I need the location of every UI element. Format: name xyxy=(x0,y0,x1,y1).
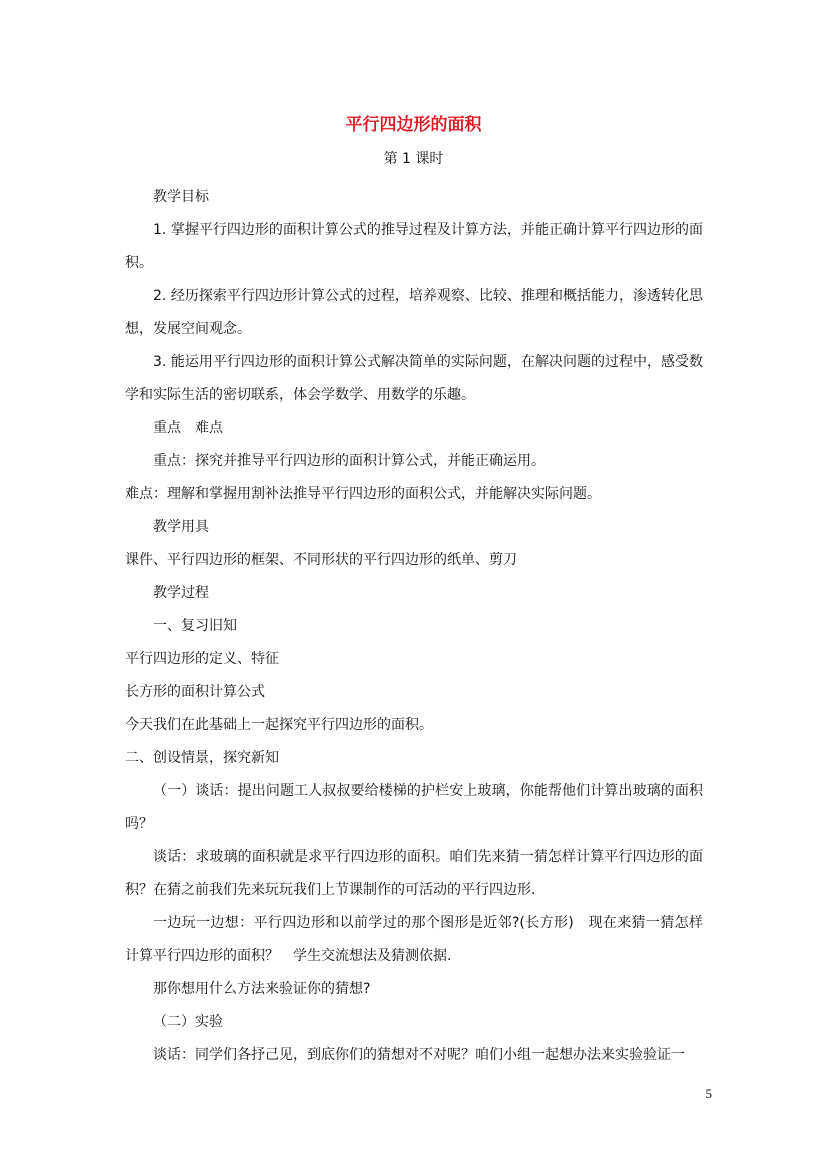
section-experiment: （二）实验 xyxy=(153,1014,223,1030)
page-number: 5 xyxy=(705,1086,712,1101)
play-and-think: 一边玩一边想：平行四边形和以前学过的那个图形是近邻?(长方形) 现在来猜一猜怎样计算平行四边形的面积？ 学生交流想法及猜测依据. xyxy=(125,915,703,964)
review-item-2: 长方形的面积计算公式 xyxy=(125,684,265,700)
lesson-subtitle: 第 1 课时 xyxy=(383,151,444,167)
talk-2: 谈话：求玻璃的面积就是求平行四边形的面积。咱们先来猜一猜怎样计算平行四边形的面积？在猜之前我们先来玩玩我们上节课制作的可活动的平行四边形. xyxy=(125,849,703,898)
goal-3: 3. 能运用平行四边形的面积计算公式解决简单的实际问题，在解决问题的过程中，感受数学和实际生活的密切联系，体会学数学、用数学的乐趣。 xyxy=(125,354,703,403)
goal-2: 2. 经历探索平行四边形计算公式的过程，培养观察、比较、推理和概括能力，渗透转化思想，发展空间观念。 xyxy=(125,288,703,337)
heading-key-difficult: 重点 难点 xyxy=(153,420,223,436)
page-title: 平行四边形的面积 xyxy=(345,115,482,135)
heading-teaching-tools: 教学用具 xyxy=(153,519,209,535)
section-explore: 二、创设情景，探究新知 xyxy=(125,750,279,766)
talk-3: 谈话：同学们各抒己见，到底你们的猜想对不对呢？咱们小组一起想办法来实验验证一 xyxy=(153,1047,685,1063)
heading-teaching-goals: 教学目标 xyxy=(153,189,209,205)
review-summary: 今天我们在此基础上一起探究平行四边形的面积。 xyxy=(125,717,433,733)
teaching-tools: 课件、平行四边形的框架、不同形状的平行四边形的纸单、剪刀 xyxy=(125,552,517,568)
heading-teaching-process: 教学过程 xyxy=(153,585,209,601)
section-review: 一、复习旧知 xyxy=(153,618,237,634)
key-point: 重点：探究并推导平行四边形的面积计算公式，并能正确运用。 xyxy=(153,453,545,469)
difficult-point: 难点：理解和掌握用割补法推导平行四边形的面积公式，并能解决实际问题。 xyxy=(125,486,601,502)
goal-1: 1. 掌握平行四边形的面积计算公式的推导过程及计算方法，并能正确计算平行四边形的面积。 xyxy=(125,222,703,271)
talk-1: （一）谈话：提出问题工人叔叔要给楼梯的护栏安上玻璃，你能帮他们计算出玻璃的面积吗？ xyxy=(125,783,703,832)
verify-question: 那你想用什么方法来验证你的猜想? xyxy=(153,981,371,997)
document-body xyxy=(125,181,703,1072)
review-item-1: 平行四边形的定义、特征 xyxy=(125,651,279,667)
